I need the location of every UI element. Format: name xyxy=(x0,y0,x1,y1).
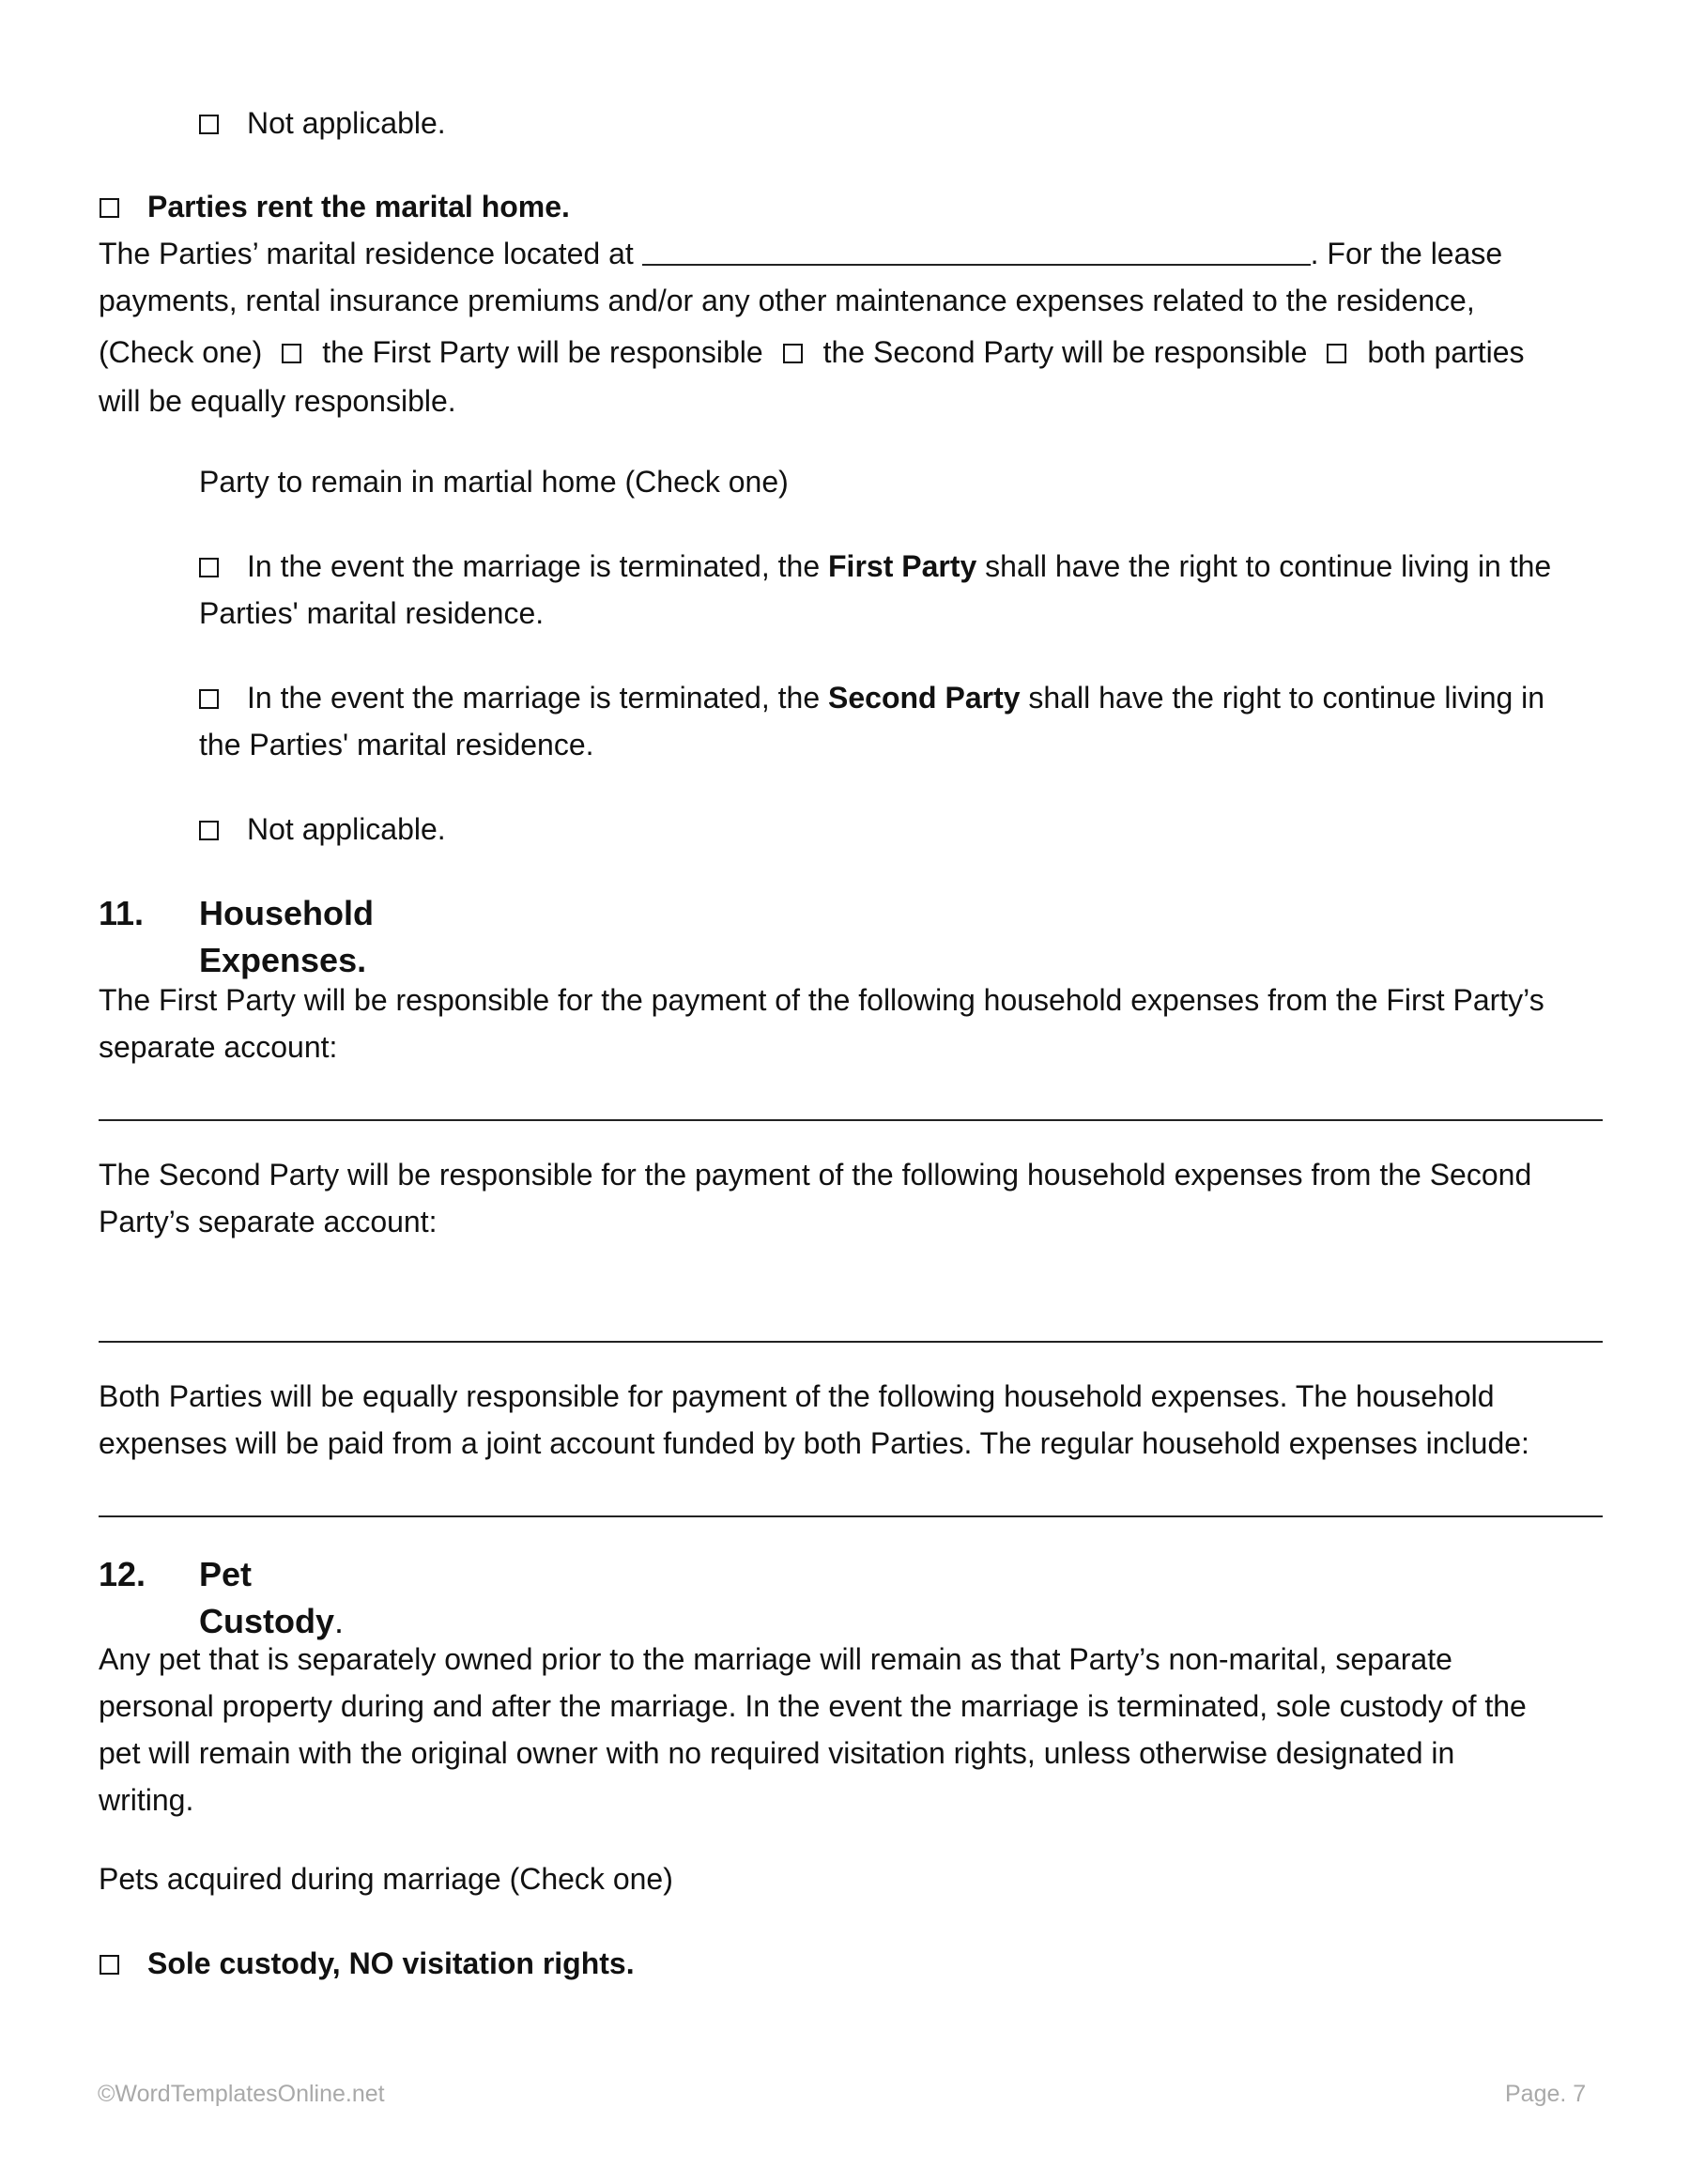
checkbox[interactable] xyxy=(100,1955,119,1975)
checkbox-second-party[interactable] xyxy=(783,344,803,363)
rent-line-4: will be equally responsible. xyxy=(99,384,456,418)
fill-line-second[interactable] xyxy=(99,1341,1603,1343)
s12-para-line-1: Any pet that is separately owned prior to the marriage will remain as that Party’s non-marital, separate xyxy=(99,1642,1452,1676)
checkbox[interactable] xyxy=(199,115,219,134)
s11-second-line-2: Party’s separate account: xyxy=(99,1205,438,1238)
pets-prompt: Pets acquired during marriage (Check one) xyxy=(99,1862,673,1896)
s11-first-line-2: separate account: xyxy=(99,1030,338,1064)
address-blank[interactable] xyxy=(642,238,1311,266)
fill-line-both[interactable] xyxy=(99,1515,1603,1517)
checkbox[interactable] xyxy=(100,198,119,218)
checkbox[interactable] xyxy=(199,558,219,577)
option-not-applicable-top: Not applicable. xyxy=(199,100,446,146)
rent-line-1: The Parties’ marital residence located at . For the lease xyxy=(99,237,1503,270)
remain-prompt: Party to remain in martial home (Check one) xyxy=(199,465,789,499)
remain-first-option: In the event the marriage is terminated, the First Party shall have the right to continue living in the xyxy=(199,543,1551,590)
rent-heading: Parties rent the marital home. xyxy=(100,183,570,230)
option-not-applicable: Not applicable. xyxy=(199,806,446,853)
remain-second-option: In the event the marriage is terminated, the Second Party shall have the right to continue living in xyxy=(199,674,1544,721)
s12-para-line-2: personal property during and after the marriage. In the event the marriage is terminated, sole custody of the xyxy=(99,1689,1527,1723)
checkbox[interactable] xyxy=(199,689,219,709)
checkbox-both-parties[interactable] xyxy=(1327,344,1346,363)
remain-first-line-2: Parties' marital residence. xyxy=(199,596,545,630)
rent-line-3: (Check one) the First Party will be responsible the Second Party will be responsible both parties xyxy=(99,335,1525,369)
s11-both-line-1: Both Parties will be equally responsible for payment of the following household expenses. The household xyxy=(99,1379,1495,1413)
option-sole-custody: Sole custody, NO visitation rights. xyxy=(100,1940,635,1987)
fill-line-first[interactable] xyxy=(99,1119,1603,1121)
footer-copyright: ©WordTemplatesOnline.net xyxy=(98,2081,385,2107)
rent-line-2: payments, rental insurance premiums and/or any other maintenance expenses related to the residence, xyxy=(99,284,1475,317)
s11-second-line-1: The Second Party will be responsible for the payment of the following household expenses from the Second xyxy=(99,1158,1532,1192)
s12-para-line-3: pet will remain with the original owner with no required visitation rights, unless otherwise designated in xyxy=(99,1736,1455,1770)
remain-second-line-2: the Parties' marital residence. xyxy=(199,728,594,761)
s12-para-line-4: writing. xyxy=(99,1783,194,1817)
checkbox[interactable] xyxy=(199,821,219,840)
document-page: Not applicable. Parties rent the marital home. The Parties’ marital residence located at . For the lease payments, rental insurance premiums and/or any other maintenance expenses related to the residence, (Check one) the First Party will be responsible the Second Party will be responsible both parties will be equally responsible. Party to remain in martial home (Check one) In the event the marriage is terminated, the First Party shall have the right to continue living in the Parties' marital residence. In the event the marriage is terminated, the Second Party shall have the right to continue living in the Parties' marital residence. Not applicable. 11. Household Expenses. The First Party will be responsible for the payment of the following household expenses from the First Party’s separate account: The Second Party will be responsible for the payment of the following household expenses from the Second Party’s separate account: Both Parties will be equally responsible for payment of the following household expenses. The household expenses will be paid from a joint account funded by both Parties. The regular household expenses include: 12. Pet Custody. Any pet that is separately owned prior to the marriage will remain as that Party’s non-marital, separate personal property during and after the marriage. In the event the marriage is terminated, sole custody of the pet will remain with the original owner with no required visitation rights, unless otherwise designated in writing. Pets acquired during marriage (Check one) Sole custody, NO visitation rights. ©WordTemplatesOnline.net Page. 7 xyxy=(0,0,1690,2184)
checkbox-first-party[interactable] xyxy=(282,344,301,363)
s11-first-line-1: The First Party will be responsible for the payment of the following household expenses from the First Party’s xyxy=(99,983,1544,1017)
footer-page-number: Page. 7 xyxy=(1505,2081,1587,2107)
s11-both-line-2: expenses will be paid from a joint account funded by both Parties. The regular household expenses include: xyxy=(99,1426,1529,1460)
